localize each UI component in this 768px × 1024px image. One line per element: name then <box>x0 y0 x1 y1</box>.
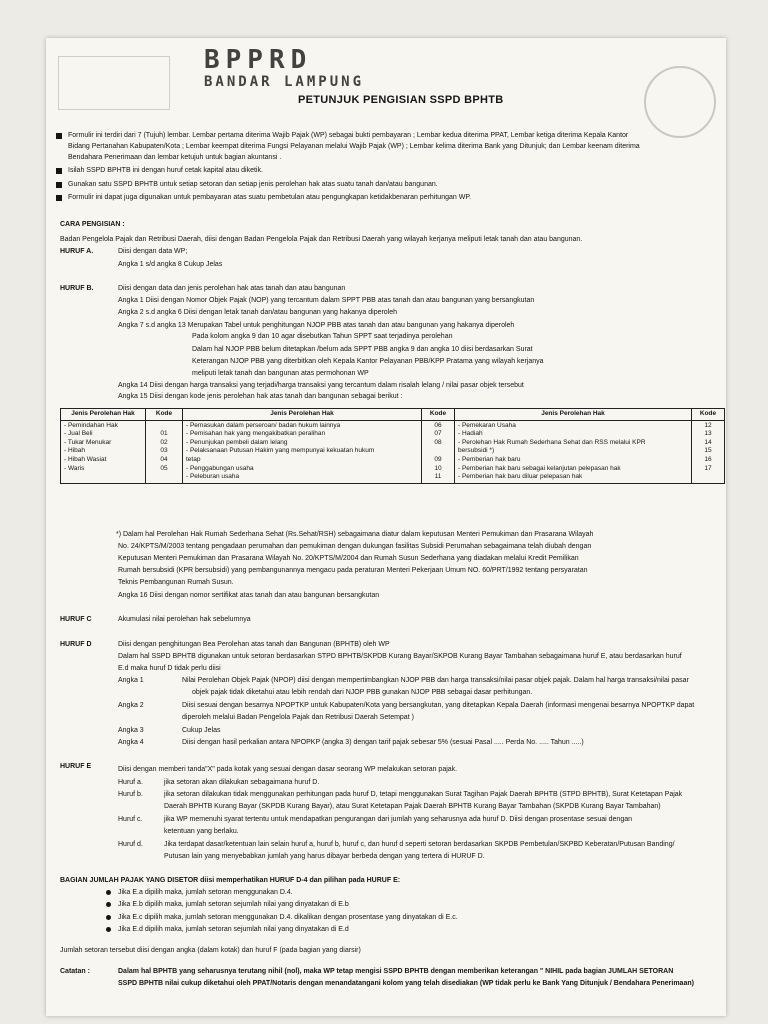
table-header: Kode <box>146 409 183 421</box>
intro-line: Isilah SSPD BPHTB ini dengan huruf cetak kapital atau diketik. <box>68 167 263 174</box>
footnote-line: Rumah bersubsidi (KPR bersubsidi) yang pembangunannya mengacu pada peraturan Menteri Pekerjaan Umum NO. 60/PRT/1992 tentang persyaratan <box>118 567 588 574</box>
huruf-c-line: Akumulasi nilai perolehan hak sebelumnya <box>118 616 251 623</box>
table-header-row <box>61 409 725 421</box>
show-through-seal <box>644 66 716 138</box>
huruf-label: Huruf b. <box>118 791 143 798</box>
intro-line: Formulir ini dapat juga digunakan untuk pembayaran atas suatu pembetulan atau pengungkapan ketidakbenaran perhitungan WP. <box>68 194 472 201</box>
huruf-c-label: HURUF C <box>60 616 92 623</box>
huruf-e-label: HURUF E <box>60 763 92 770</box>
huruf-label: Huruf d. <box>118 841 143 848</box>
huruf-e-line: ketentuan yang berlaku. <box>164 828 239 835</box>
footnote-line: Teknis Pembangunan Rumah Susun. <box>118 579 234 586</box>
huruf-e-line: Diisi dengan memberi tanda"X" pada kotak yang sesuai dengan dasar seorang WP melakukan setoran pajak. <box>118 766 458 773</box>
huruf-d-line: Dalam hal SSPD BPHTB digunakan untuk setoran berdasarkan STPD BPHTB/SKPDB Kurang Bayar/SKPOB Kurang Bayar Tambahan sebagaimana huruf E, atau berdasarkan huruf <box>118 653 682 660</box>
huruf-d-line: Diisi sesuai dengan besarnya NPOPTKP untuk Kabupaten/Kota yang bersangkutan, yang ditetapkan Kepala Daerah (informasi mengenai besarnya NPOPTKP dapat <box>182 702 695 709</box>
huruf-b-label: HURUF B. <box>60 285 94 292</box>
table-header: Jenis Perolehan Hak <box>61 409 146 421</box>
huruf-e-line: Daerah BPHTB Kurang Bayar (SKPDB Kurang Bayar), atau Surat Ketetapan Pajak Daerah BPHTB Kurang Bayar Tambahan (SKPDB Kurang Bayar Tambahan) <box>164 803 661 810</box>
bagian-item: Jika E.c dipilih maka, jumlah setoran menggunakan D.4. dikalikan dengan prosentase yang dinyatakan di E.c. <box>118 914 458 921</box>
kode-perolehan-table <box>60 408 725 484</box>
bullet <box>106 890 111 895</box>
table-row <box>61 420 725 483</box>
huruf-d-line: Cukup Jelas <box>182 727 221 734</box>
huruf-d-line: Diisi dengan hasil perkalian antara NPOPKP (angka 3) dengan tarif pajak sebesar 5% (sesuai Pasal ..... Perda No. ..... Tahun .....) <box>182 739 584 746</box>
huruf-label: Huruf c. <box>118 816 143 823</box>
bullet <box>106 915 111 920</box>
table-header: Kode <box>422 409 455 421</box>
catatan-line: SSPD BPHTB nilai cukup diketahui oleh PPAT/Notaris dengan menandatangani kolom yang telah disediakan (WP tidak perlu ke Bank Yang Ditunjuk / Bendahara Penerimaan) <box>118 980 694 987</box>
angka-label: Angka 2 <box>118 702 144 709</box>
table-cell: 12 13 14 15 16 17 <box>692 420 725 483</box>
huruf-b-line: Dalam hal NJOP PBB belum ditetapkan /belum ada SPPT PBB angka 9 dan angka 10 diisi berdasarkan Surat <box>192 346 533 353</box>
huruf-d-line: objek pajak tidak diketahui atau lebih rendah dari NJOP PBB gunakan NJOP PBB sebagai dasar perhitungan. <box>192 689 533 696</box>
page-title: PETUNJUK PENGISIAN SSPD BPHTB <box>298 94 504 106</box>
table-header: Jenis Perolehan Hak <box>183 409 422 421</box>
huruf-d-line: Diisi dengan penghitungan Bea Perolehan atas tanah dan Bangunan (BPHTB) oleh WP <box>118 641 390 648</box>
table-cell: 06 07 08 09 10 11 <box>422 420 455 483</box>
table-cell: - Pemasukan dalam perseroan/ badan hukum lainnya - Pemisahan hak yang mengakibatkan peralihan - Penunjukan pembeli dalam lelang - Pelaksanaan Putusan Hakim yang mempunyai kekuatan hukum tetap - Penggabungan usaha - Peleburan usaha <box>183 420 422 483</box>
intro-line: Bendahara Penerimaan dan lembar ketujuh untuk bagian akuntansi . <box>68 154 282 161</box>
huruf-e-line: jika setoran akan dilakukan sebagaimana huruf D. <box>164 779 320 786</box>
footnote-line: Keputusan Menteri Pemukiman dan Prasarana Wilayah No. 20/KPTS/M/2004 dan Rumah Susun Sederhana yang diadakan melalui Kredit Pemilikan <box>118 555 579 562</box>
huruf-b-line: Keterangan NJOP PBB yang diterbitkan oleh Kepala Kantor Pelayanan PBB/KPP Pratama yang wilayah kerjanya <box>192 358 544 365</box>
huruf-label: Huruf a. <box>118 779 143 786</box>
table-header: Kode <box>692 409 725 421</box>
bagian-heading: BAGIAN JUMLAH PAJAK YANG DISETOR diisi memperhatikan HURUF D-4 dan pilihan pada HURUF E: <box>60 877 401 884</box>
footnote-line: No. 24/KPTS/M/2003 tentang pengadaan perumahan dan pemukiman dengan dukungan fasilitas Subsidi Perumahan sebagaimana telah diubah dengan <box>118 543 592 550</box>
cara-line: Badan Pengelola Pajak dan Retribusi Daerah, diisi dengan Badan Pengelola Pajak dan Retribusi Daerah yang wilayah kerjanya meliputi letak tanah dan atau bangunan. <box>60 236 583 243</box>
cara-heading: CARA PENGISIAN : <box>60 221 125 228</box>
angka-label: Angka 4 <box>118 739 144 746</box>
bagian-item: Jika E.b dipilih maka, jumlah setoran sejumlah nilai yang dinyatakan di E.b <box>118 901 349 908</box>
table-cell: 01 02 03 04 05 <box>146 420 183 483</box>
catatan-line: Dalam hal BPHTB yang seharusnya terutang nihil (nol), maka WP tetap mengisi SSPD BPHTB dengan memberikan keterangan " NIHIL pada bagian JUMLAH SETORAN <box>118 968 674 975</box>
huruf-b-line: Angka 7 s.d angka 13 Merupakan Tabel untuk penghitungan NJOP PBB atas tanah dan atau bangunan yang hakanya diperoleh <box>118 322 515 329</box>
bullet <box>56 133 62 139</box>
bullet <box>106 902 111 907</box>
huruf-b-line: Angka 15 Diisi dengan kode jenis perolehan hak atas tanah dan bangunan sebagai berikut : <box>118 393 403 400</box>
huruf-b-line: Angka 2 s.d angka 6 Diisi dengan letak tanah dan/atau bangunan yang hakanya diperoleh <box>118 309 398 316</box>
footnote-line: *) Dalam hal Perolehan Hak Rumah Sederhana Sehat (Rs.Sehat/RSH) sebagaimana diatur dalam keputusan Menteri Pemukiman dan Prasarana Wilayah <box>116 531 594 538</box>
huruf-d-line: diperoleh melalui Badan Pengelola Pajak dan Retribusi Daerah Setempat ) <box>182 714 414 721</box>
huruf-e-line: jika setoran dilakukan tidak menggunakan perhitungan pada huruf D, tetapi menggunakan Surat Tagihan Pajak Daerah BPHTB (STPD BPHTB), Surat Ketetapan Pajak <box>164 791 683 798</box>
huruf-a-line: Diisi dengan data WP; <box>118 248 188 255</box>
document-page <box>46 38 726 1016</box>
huruf-a-label: HURUF A. <box>60 248 94 255</box>
table-cell: - Pemindahan Hak - Jual Beli - Tukar Menukar - Hibah - Hibah Wasiat - Waris <box>61 420 146 483</box>
bagian-item: Jika E.d dipilih maka, jumlah setoran sejumlah nilai yang dinyatakan di E.d <box>118 926 349 933</box>
intro-line: Bidang Pertanahan Kabupaten/Kota ; Lembar keempat diterima Fungsi Pelayanan melalui Wajib Pajak (WP) ; Lembar kelima diterima Bank yang Ditunjuk; dan Lembar keenam diterima <box>68 143 640 150</box>
huruf-e-line: Putusan lain yang menyebabkan jumlah yang harus dibayar berbeda dengan yang tertera di HURUF D. <box>164 853 485 860</box>
bullet <box>56 168 62 174</box>
intro-line: Gunakan satu SSPD BPHTB untuk setiap setoran dan setiap jenis perolehan hak atas suatu tanah dan/atau bangunan. <box>68 181 438 188</box>
huruf-b-line: Angka 1 Diisi dengan Nomor Objek Pajak (NOP) yang tercantum dalam SPPT PBB atas tanah dan atau bangunan yang bersangkutan <box>118 297 535 304</box>
huruf-b-line: Pada kolom angka 9 dan 10 agar disebutkan Tahun SPPT saat terjadinya perolehan <box>192 333 453 340</box>
table-cell: - Pemekaran Usaha - Hadiah - Perolehan Hak Rumah Sederhana Sehat dan RSS melalui KPR bersubsidi *) - Pemberian hak baru - Pemberian hak baru sebagai kelanjutan pelepasan hak - Pemberian hak baru diluar pelepasan hak <box>455 420 692 483</box>
huruf-e-line: Jika terdapat dasar/ketentuan lain selain huruf a, huruf b, huruf c, dan huruf d seperti setoran berdasarkan SKPDB Pembetulan/SKPBD Keberatan/Putusan Banding/ <box>164 841 675 848</box>
bpprd-stamp: BPPRD BANDAR LAMPUNG <box>204 45 365 90</box>
huruf-b-line: Angka 14 Diisi dengan harga transaksi yang terjadi/harga transaksi yang tercantum dalam risalah lelang / nilai pasar objek tersebut <box>118 382 524 389</box>
angka-label: Angka 3 <box>118 727 144 734</box>
bullet <box>56 182 62 188</box>
jumlah-line: Jumlah setoran tersebut diisi dengan angka (dalam kotak) dan huruf F (pada bagian yang diarsir) <box>60 947 361 954</box>
bullet <box>106 927 111 932</box>
catatan-label: Catatan : <box>60 968 90 975</box>
intro-line: Formulir ini terdiri dari 7 (Tujuh) lembar. Lembar pertama diterima Wajib Pajak (WP) sebagai bukti pembayaran ; Lembar kedua diterima PPAT, Lembar ketiga diterima Kepala Kantor <box>68 132 629 139</box>
angka-label: Angka 1 <box>118 677 144 684</box>
bagian-item: Jika E.a dipilih maka, jumlah setoran menggunakan D.4. <box>118 889 293 896</box>
huruf-b-line: Diisi dengan data dan jenis perolehan hak atas tanah dan atau bangunan <box>118 285 346 292</box>
table-header: Jenis Perolehan Hak <box>455 409 692 421</box>
huruf-b-line: meliputi letak tanah dan bangunan atas permohonan WP <box>192 370 369 377</box>
huruf-d-line: E.d maka huruf D tidak perlu diisi <box>118 665 221 672</box>
bullet <box>56 195 62 201</box>
huruf-e-line: jika WP memenuhi syarat tertentu untuk mendapatkan pengurangan dari jumlah yang seharusnya ada huruf D. Diisi dengan prosentase sesuai dengan <box>164 816 632 823</box>
footnote-line: Angka 16 Diisi dengan nomor sertifikat atas tanah dan atau bangunan bersangkutan <box>118 592 380 599</box>
huruf-d-label: HURUF D <box>60 641 92 648</box>
huruf-d-line: Nilai Perolehan Objek Pajak (NPOP) diisi dengan mempertimbangkan NJOP PBB dan harga transaksi/nilai pasar objek pajak. Dalam hal harga transaksi/nilai pasar <box>182 677 689 684</box>
show-through-box <box>58 56 170 110</box>
huruf-a-line: Angka 1 s/d angka 8 Cukup Jelas <box>118 261 223 268</box>
